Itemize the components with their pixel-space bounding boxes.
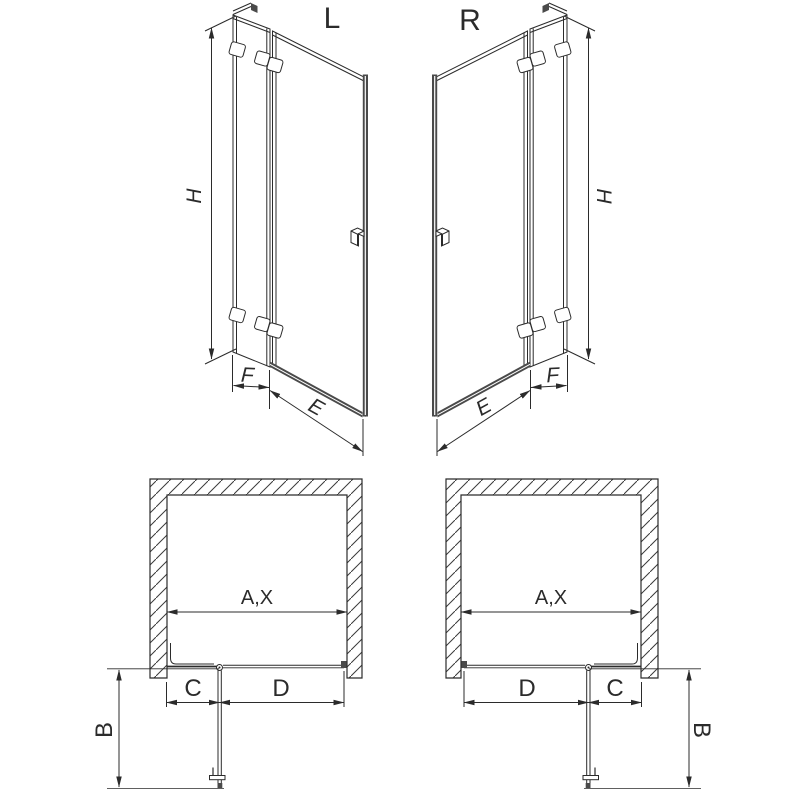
wall-right-plan — [446, 479, 658, 678]
label-door-segment-left: D — [272, 675, 290, 702]
label-opening-left: A,X — [240, 587, 274, 609]
label-door-width-right: E — [472, 393, 496, 421]
plan-left-geometry — [107, 612, 347, 789]
label-projection-right: B — [688, 721, 715, 739]
label-height-left: H — [183, 188, 206, 204]
wall-left-plan — [150, 479, 362, 678]
label-height-right: H — [592, 188, 615, 204]
door-left-view — [183, 2, 368, 456]
label-door-width-left: E — [304, 393, 328, 421]
label-opening-right: A,X — [534, 587, 568, 609]
label-fixed-width-left: F — [240, 363, 255, 388]
door-right-view — [432, 3, 615, 456]
label-variant-left: L — [323, 2, 341, 35]
label-fixed-segment-right: C — [606, 675, 624, 702]
label-variant-right: R — [459, 4, 481, 37]
label-projection-left: B — [91, 721, 118, 739]
plan-right-view — [446, 479, 715, 789]
label-fixed-segment-left: C — [184, 675, 202, 702]
plan-left-view — [91, 479, 362, 789]
door-right-geometry — [432, 3, 595, 456]
label-fixed-width-right: F — [545, 363, 560, 388]
label-door-segment-right: D — [518, 675, 536, 702]
door-left-geometry — [205, 3, 368, 456]
plan-right-geometry — [461, 612, 701, 789]
